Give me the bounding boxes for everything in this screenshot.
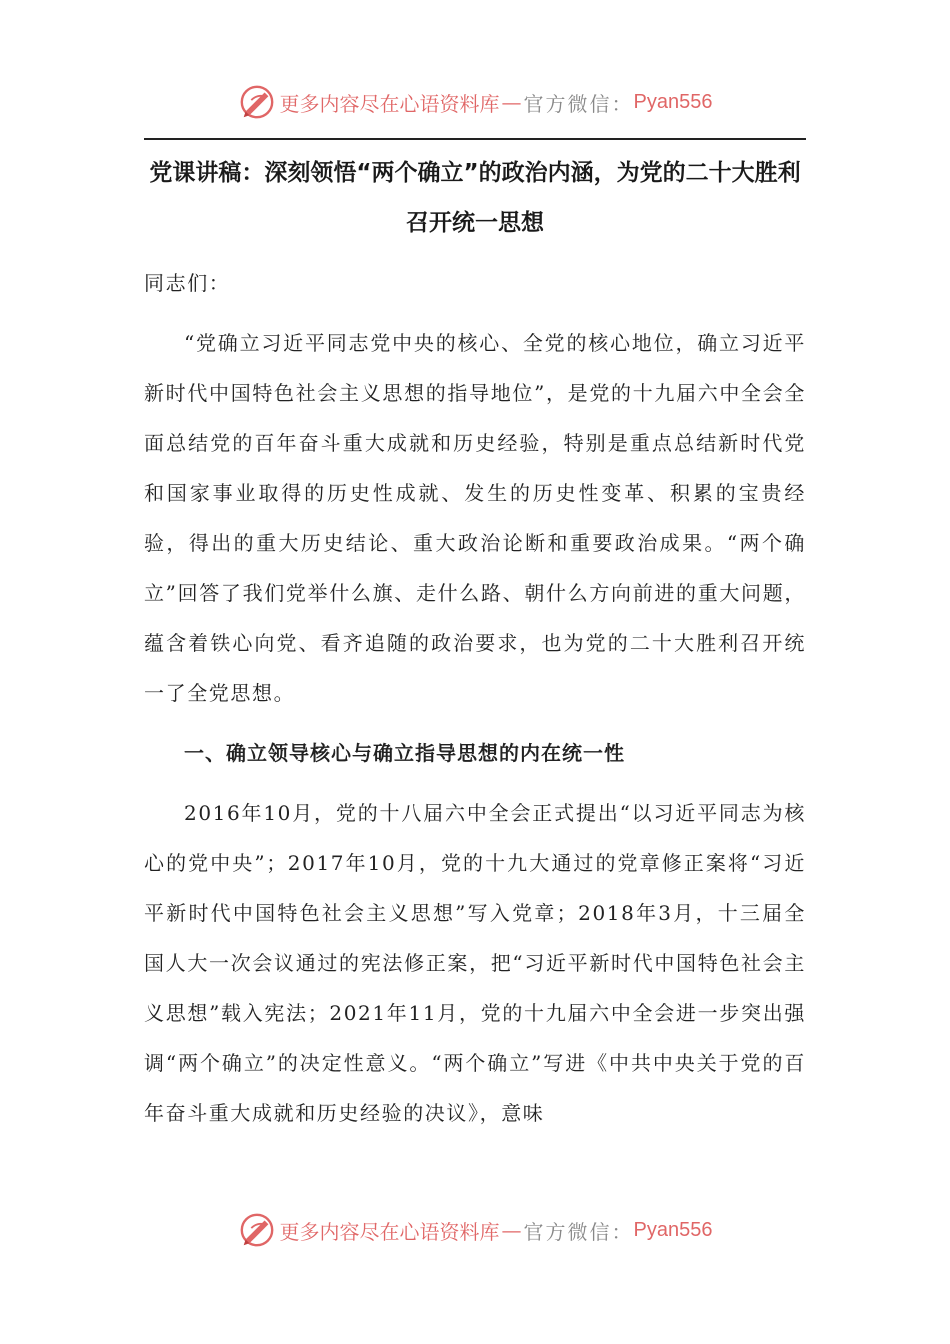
pen-logo-icon [238, 83, 276, 121]
banner-text: 更多内容尽在心语资料库 [279, 1219, 500, 1244]
paragraph-intro: “党确立习近平同志党中央的核心、全党的核心地位，确立习近平新时代中国特色社会主义思想的指导地位”，是党的十九届六中全会全面总结党的百年奋斗重大成就和历史经验，特别是重点总结新时代党和国家事业取得的历史性成就、发生的历史性变革、积累的宝贵经验，得出的重大历史结论、重大政治论断和重要政治成果。“两个确立”回答了我们党举什么旗、走什么路、朝什么方向前进的重大问题，蕴含着铁心向党、看齐追随的政治要求，也为党的二十大胜利召开统一了全党思想。 [144, 331, 806, 705]
section-heading-1: 一、确立领导核心与确立指导思想的内在统一性 [184, 741, 625, 765]
banner-text: 更多内容尽在心语资料库 [279, 91, 500, 116]
document-title: 党课讲稿：深刻领悟“两个确立”的政治内涵，为党的二十大胜利召开统一思想 [149, 160, 801, 236]
greeting: 同志们： [144, 271, 231, 295]
banner-separator: — [501, 1218, 522, 1242]
pen-logo-icon [238, 1211, 276, 1249]
header-banner [0, 82, 950, 122]
banner-wechat-id: Pyan556 [633, 90, 713, 113]
header-divider [144, 138, 806, 140]
banner-wechat-id: Pyan556 [633, 1218, 713, 1241]
paragraph-section-1: 2016年10月，党的十八届六中全会正式提出“以习近平同志为核心的党中央”；2017年10月，党的十九大通过的党章修正案将“习近平新时代中国特色社会主义思想”写入党章；2018年3月，十三届全国人大一次会议通过的宪法修正案，把“习近平新时代中国特色社会主义思想”载入宪法；2021年11月，党的十九届六中全会进一步突出强调“两个确立”的决定性意义。“两个确立”写进《中共中央关于党的百年奋斗重大成就和历史经验的决议》，意味 [144, 801, 806, 1125]
document-body [144, 258, 806, 1138]
footer-banner [0, 1210, 950, 1250]
banner-separator: — [501, 90, 522, 114]
banner-label: 官方微信： [523, 1219, 634, 1244]
banner-label: 官方微信： [523, 91, 634, 116]
